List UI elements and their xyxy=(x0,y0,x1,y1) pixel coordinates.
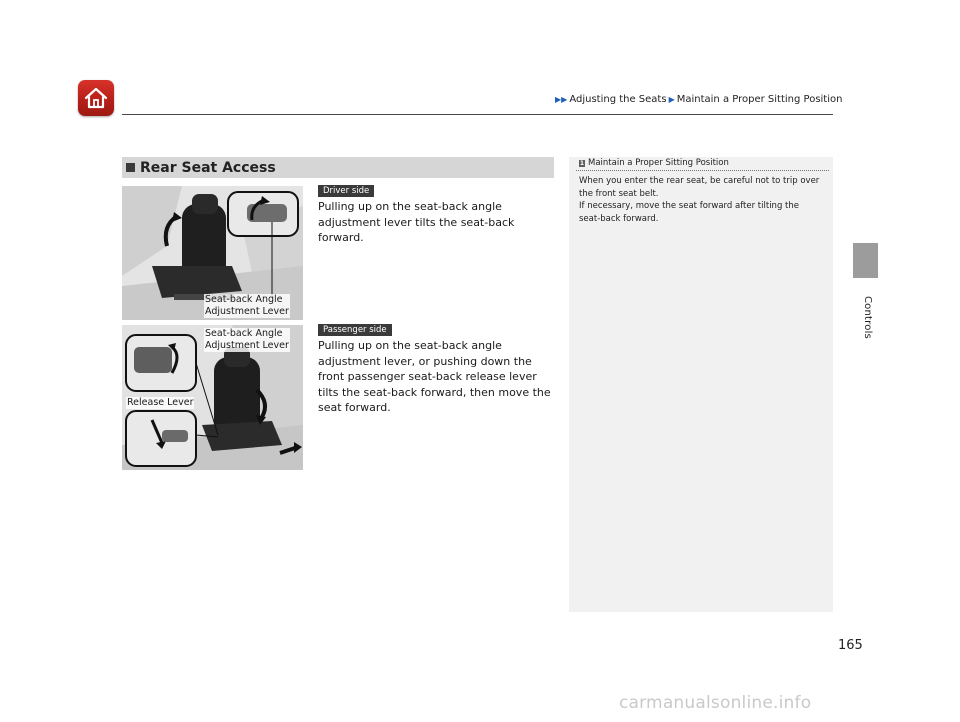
home-icon xyxy=(84,87,108,109)
chapter-tab-label: Controls xyxy=(862,296,873,339)
passenger-instruction-text: Pulling up on the seat-back angle adjustment lever, or pushing down the front passenger seat-back release lever tilts the seat-back forward, then move the seat forward. xyxy=(318,339,551,414)
note-line-1: When you enter the rear seat, be careful not to trip over the front seat belt. xyxy=(579,176,820,199)
breadcrumb-sitting-position[interactable]: Maintain a Proper Sitting Position xyxy=(676,94,843,105)
driver-lever-label-line1: Seat-back Angle xyxy=(205,294,283,305)
note-marker-icon: 1 xyxy=(579,159,585,167)
breadcrumb-adjusting-seats[interactable]: Adjusting the Seats xyxy=(569,94,667,105)
side-note-panel xyxy=(569,157,833,612)
home-button[interactable] xyxy=(78,80,114,116)
driver-lever-label-line2: Adjustment Lever xyxy=(205,306,289,317)
section-header xyxy=(122,157,554,178)
note-header xyxy=(579,158,729,168)
header-divider xyxy=(122,114,833,115)
driver-instruction-text: Pulling up on the seat-back angle adjustment lever tilts the seat-back forward. xyxy=(318,200,515,244)
note-body xyxy=(579,175,821,225)
section-title: Rear Seat Access xyxy=(140,159,276,176)
breadcrumb-arrow-icon: ▶ xyxy=(668,95,675,104)
chapter-tab-marker[interactable] xyxy=(853,243,878,278)
passenger-lever-label-line2: Adjustment Lever xyxy=(205,340,289,351)
breadcrumb-arrow-icon: ▶▶ xyxy=(555,95,568,104)
watermark-text: carmanualsonline.info xyxy=(619,693,812,713)
section-bullet-icon xyxy=(126,163,135,172)
note-divider xyxy=(576,170,829,171)
passenger-side-tag: Passenger side xyxy=(318,324,392,336)
note-line-2: If necessary, move the seat forward after tilting the seat-back forward. xyxy=(579,201,799,224)
breadcrumb xyxy=(555,94,842,105)
passenger-lever-label-line1: Seat-back Angle xyxy=(205,328,283,339)
driver-lever-label xyxy=(204,294,290,318)
page-number: 165 xyxy=(838,638,863,653)
release-lever-label: Release Lever xyxy=(127,397,194,408)
passenger-lever-label xyxy=(204,328,290,352)
driver-side-tag: Driver side xyxy=(318,185,374,197)
note-title: Maintain a Proper Sitting Position xyxy=(588,158,729,168)
